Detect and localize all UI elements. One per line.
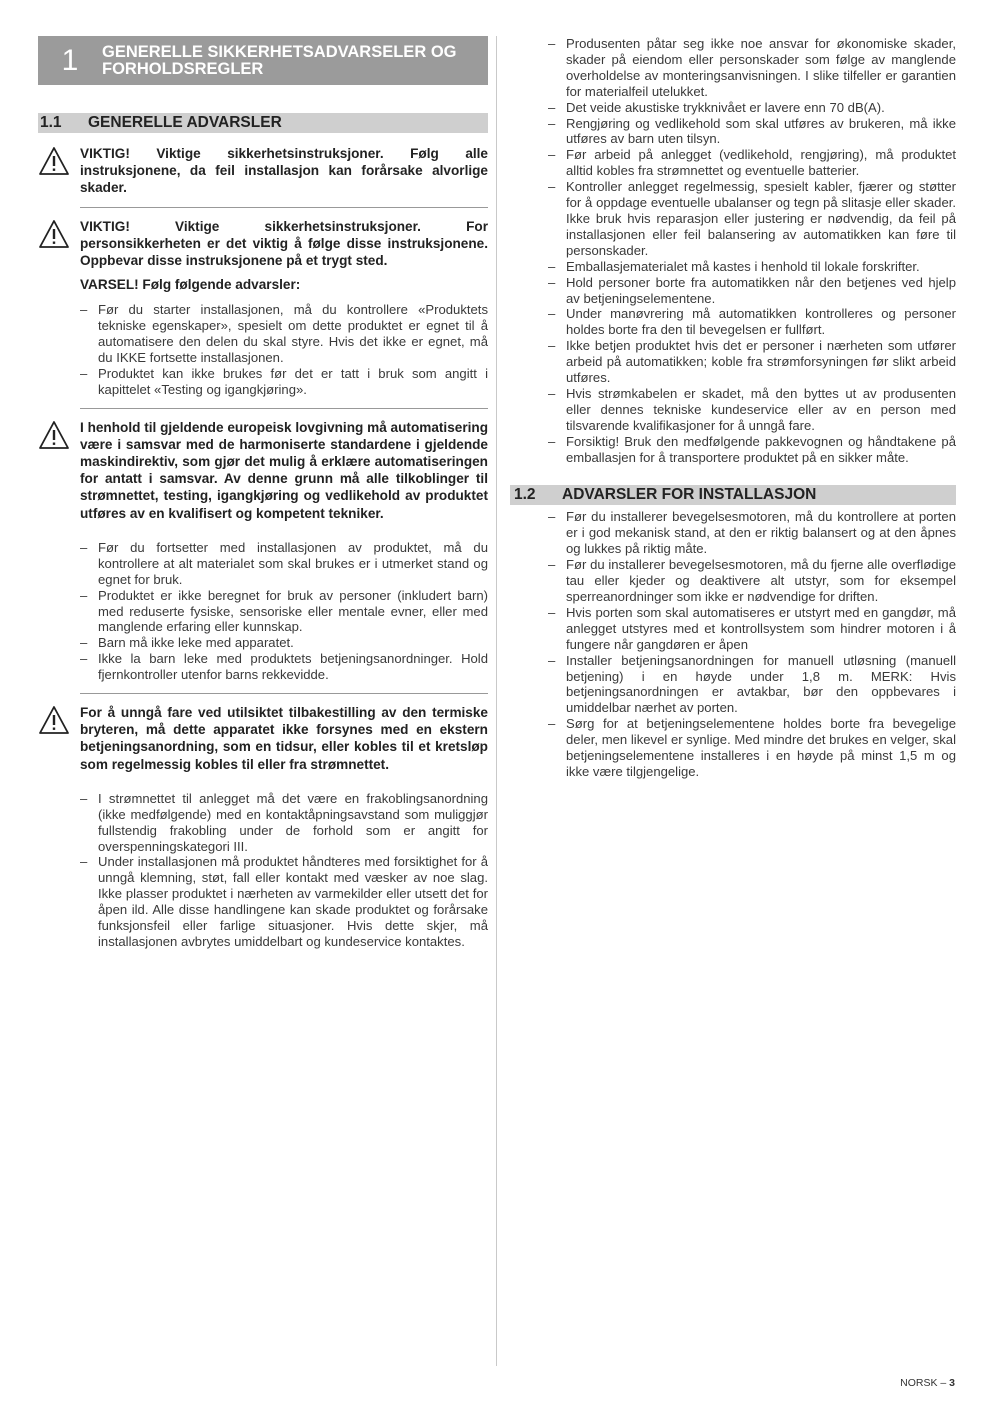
list-precautions-2 [80, 540, 488, 683]
list-item: – Hvis porten som skal automatiseres er utstyrt med en gangdør, må anlegget utstyres med et kontrollsystem som hindrer motoren i å fungere når gangdøren er åpen [548, 605, 956, 653]
warning-block-4 [38, 704, 488, 773]
list-precautions-3 [80, 791, 488, 950]
column-divider [496, 36, 497, 1366]
varsel-heading: VARSEL! Følg følgende advarsler: [80, 277, 301, 293]
right-column [510, 36, 956, 788]
page-footer [900, 1377, 955, 1389]
list-item: – Sørg for at betjeningselementene holdes borte fra bevegelige deler, men likevel er synlige. Med mindre det brukes en velger, skal betjeningselementene installeres i en høyde på minst 1,5 m og ikke være tilgjengelige. [548, 716, 956, 780]
separator-line [80, 408, 488, 409]
list-item: – I strømnettet til anlegget må det være en frakoblingsanordning (ikke medfølgende) med en kontaktåpningsavstand som muliggjør fullstendig frakobling under de forhold som er angitt for overspenningskategori III. [80, 791, 488, 855]
warning-block-2 [38, 218, 488, 270]
page-number: 3 [949, 1377, 955, 1389]
left-column [38, 36, 488, 958]
warning-triangle-icon [38, 218, 80, 254]
warning-triangle-icon [38, 704, 80, 740]
list-item: – Ikke la barn leke med produktets betjeningsanordninger. Hold fjernkontroller utenfor barns rekkevidde. [80, 651, 488, 683]
section-1-2-header [510, 485, 956, 505]
separator-line [80, 207, 488, 208]
list-item: – Før du starter installasjonen, må du kontrollere «Produktets tekniske egenskaper», spesielt om dette produktet er egnet til å automatisere den delen du skal styre. Hvis det ikke er egnet, må du IKKE fortsette installasjonen. [80, 302, 488, 366]
list-item: – Produktet kan ikke brukes før det er tatt i bruk som angitt i kapittelet «Testing og igangkjøring». [80, 366, 488, 398]
warning-triangle-icon [38, 419, 80, 455]
list-item: – Installer betjeningsanordningen for manuell utløsning (manuell betjening) i en høyde under 1,8 m. MERK: Hvis betjeningsanordningen er avtakbar, bør den oppbevares i umiddelbar nærhet av porten. [548, 653, 956, 717]
list-item: – Det veide akustiske trykknivået er lavere enn 70 dB(A). [548, 100, 956, 116]
footer-language: NORSK – [900, 1377, 950, 1389]
section-title: GENERELLE ADVARSLER [88, 114, 282, 131]
section-title: ADVARSLER FOR INSTALLASJON [562, 486, 817, 504]
list-item: – Før arbeid på anlegget (vedlikehold, rengjøring), må produktet alltid kobles fra strømnettet og eventuelle batterier. [548, 147, 956, 179]
separator-line [80, 693, 488, 694]
list-item: – Barn må ikke leke med apparatet. [80, 635, 488, 651]
list-item: – Emballasjematerialet må kastes i henhold til lokale forskrifter. [548, 259, 956, 275]
chapter-header [38, 36, 488, 85]
list-item: – Hvis strømkabelen er skadet, må den byttes ut av produsenten eller dennes tekniske kundeservice eller av en person med tilsvarende kvalifikasjoner for å unngå fare. [548, 386, 956, 434]
list-item: – Produktet er ikke beregnet for bruk av personer (inkludert barn) med reduserte fysiske, sensoriske eller mentale evner, eller med manglende erfaring eller kunnskap. [80, 588, 488, 636]
chapter-number: 1 [61, 43, 79, 77]
warning-block-3 [38, 419, 488, 522]
list-item: – Under manøvrering må automatikken kontrolleres og personer holdes borte fra den til bevegelsen er fullført. [548, 306, 956, 338]
chapter-title [102, 44, 456, 78]
warning-triangle-icon [38, 145, 80, 181]
chapter-title-line1: GENERELLE SIKKERHETSADVARSELER OG [102, 42, 457, 61]
list-item: – Før du installerer bevegelsesmotoren, må du kontrollere at porten er i god mekanisk stand, at den er riktig balansert og at den åpnes og lukkes på riktig måte. [548, 509, 956, 557]
section-number: 1.1 [40, 114, 62, 131]
list-item: – Produsenten påtar seg ikke noe ansvar for økonomiske skader, skader på eiendom eller personskader som følge av manglende overholdelse av monteringsanvisningen. I slike tilfeller er garantien for materialfeil utelukket. [548, 36, 956, 100]
list-item: – Ikke betjen produktet hvis det er personer i nærheten som utfører arbeid på automatikken; koble fra strømforsyningen før slikt arbeid utføres. [548, 338, 956, 386]
warning-text: VIKTIG! Viktige sikkerhetsinstruksjoner. Følg alle instruksjonene, da feil installasjon kan forårsake alvorlige skader. [80, 146, 488, 196]
list-precautions-1 [80, 302, 488, 397]
warning-block-1 [38, 145, 488, 197]
chapter-title-line2: FORHOLDSREGLER [102, 59, 264, 78]
list-installation-warnings [548, 509, 956, 779]
section-1-1-header [38, 113, 488, 133]
warning-text: I henhold til gjeldende europeisk lovgivning må automatisering være i samsvar med de harmoniserte standardene i gjeldende maskindirektiv, som gjør det mulig å erklære automatiseringen for antatt i samsvar. Av denne grunn må alle tilkoblinger til strømnettet, testing, igangkjøring og vedlikehold av produktet utføres av en kvalifisert og kompetent tekniker. [80, 419, 488, 521]
list-item: – Før du installerer bevegelsesmotoren, må du fjerne alle overflødige tau eller kjeder og deaktivere alt utstyr, som for eksempel sperreanordninger som ikke er nødvendige for driften. [548, 557, 956, 605]
list-precautions-4 [548, 36, 956, 465]
warning-text: VIKTIG! Viktige sikkerhetsinstruksjoner. For personsikkerheten er det viktig å følge disse instruksjonene. Oppbevar disse instruksjonene på et trygt sted. [80, 218, 488, 269]
section-number: 1.2 [514, 486, 536, 504]
list-item: – Hold personer borte fra automatikken når den betjenes ved hjelp av betjeningselementene. [548, 275, 956, 307]
list-item: – Forsiktig! Bruk den medfølgende pakkevognen og håndtakene på emballasjen for å transportere produktet på en sikker måte. [548, 434, 956, 466]
warning-text: For å unngå fare ved utilsiktet tilbakestilling av den termiske bryteren, må dette apparatet ikke forsynes med en ekstern betjeningsanordning, som en tidsur, eller kobles til et kretsløp som regelmessig kobles til eller fra strømnettet. [80, 705, 488, 772]
list-item: – Under installasjonen må produktet håndteres med forsiktighet for å unngå klemning, støt, fall eller kontakt med væsker av noe slag. Ikke plasser produktet i nærheten av varmekilder eller utsett det for åpen ild. Alle disse handlingene kan skade produktet og forårsake funksjonsfeil eller farlige situasjoner. Hvis dette skjer, må installasjonen avbrytes umiddelbart og kundeservice kontaktes. [80, 854, 488, 949]
list-item: – Før du fortsetter med installasjonen av produktet, må du kontrollere at alt materialet som skal brukes er i utmerket stand og egnet for bruk. [80, 540, 488, 588]
list-item: – Rengjøring og vedlikehold som skal utføres av brukeren, må ikke utføres av barn uten tilsyn. [548, 116, 956, 148]
list-item: – Kontroller anlegget regelmessig, spesielt kabler, fjærer og støtter for å oppdage eventuelle ubalanser og tegn på slitasje eller skader. Ikke bruk hvis reparasjon eller justering er nødvendig, da feil på installasjonen eller feil balansering av automatikken kan føre til personskader. [548, 179, 956, 259]
